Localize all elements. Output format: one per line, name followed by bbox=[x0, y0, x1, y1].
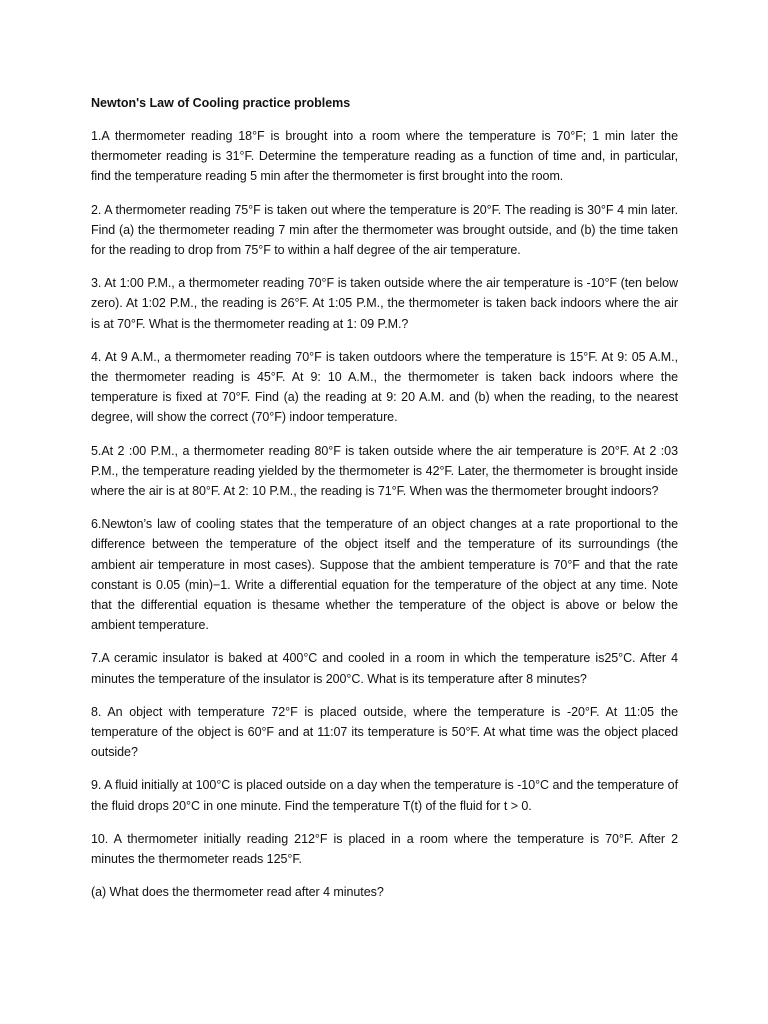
problem-7: 7.A ceramic insulator is baked at 400°C and cooled in a room in which the temperature is25°C. After 4 minutes the temperature of the insulator is 200°C. What is its temperature after 8 minutes? bbox=[91, 651, 678, 686]
problem-4: 4. At 9 A.M., a thermometer reading 70°F is taken outdoors where the temperature is 15°F. At 9: 05 A.M., the thermometer reading is 45°F. At 9: 10 A.M., the thermometer is taken back indoors where the temperature is fixed at 70°F. Find (a) the reading at 9: 20 A.M. and (b) when the reading, to the nearest degree, will show the correct (70°F) indoor temperature. bbox=[91, 349, 678, 425]
problem-3: 3. At 1:00 P.M., a thermometer reading 70°F is taken outside where the air temperature is -10°F (ten below zero). At 1:02 P.M., the reading is 26°F. At 1:05 P.M., the thermometer is taken back indoors where the air is at 70°F. What is the thermometer reading at 1: 09 P.M.? bbox=[91, 276, 678, 331]
problem-1: 1.A thermometer reading 18°F is brought into a room where the temperature is 70°F; 1 min later the thermometer reading is 31°F. Determine the temperature reading as a function of time and, in particular, find the temperature reading 5 min after the thermometer is first brought into the room. bbox=[91, 129, 678, 184]
problem-10-part-a: (a) What does the thermometer read after 4 minutes? bbox=[91, 885, 384, 900]
problem-8: 8. An object with temperature 72°F is placed outside, where the temperature is -20°F. At 11:05 the temperature of the object is 60°F and at 11:07 its temperature is 50°F. At what time was the object placed outside? bbox=[91, 704, 678, 760]
problem-5: 5.At 2 :00 P.M., a thermometer reading 80°F is taken outside where the air temperature is 20°F. At 2 :03 P.M., the temperature reading yielded by the thermometer is 42°F. Later, the thermometer is brought inside where the air is at 80°F. At 2: 10 P.M., the reading is 71°F. When was the thermometer brought indoors? bbox=[91, 443, 678, 499]
problem-10: 10. A thermometer initially reading 212°F is placed in a room where the temperature is 70°F. After 2 minutes the thermometer reads 125°F. bbox=[91, 831, 678, 867]
problem-2: 2. A thermometer reading 75°F is taken out where the temperature is 20°F. The reading is 30°F 4 min later. Find (a) the thermometer reading 7 min after the thermometer was brought outside, and (b) the time taken for the reading to drop from 75°F to within a half degree of the air temperature. bbox=[91, 202, 678, 258]
problem-6: 6.Newton’s law of cooling states that the temperature of an object changes at a rate proportional to the difference between the temperature of the object itself and the temperature of its surroundings (the ambient air temperature in most cases). Suppose that the ambient temperature is 70°F and that the rate constant is 0.05 (min)−1. Write a differential equation for the temperature of the object at any time. Note that the differential equation is thesame whether the temperature of the object is above or below the ambient temperature. bbox=[91, 517, 678, 633]
problem-9: 9. A fluid initially at 100°C is placed outside on a day when the temperature is -10°C and the temperature of the fluid drops 20°C in one minute. Find the temperature T(t) of the fluid for t > 0. bbox=[91, 778, 678, 813]
document-title: Newton's Law of Cooling practice problems bbox=[91, 96, 351, 110]
